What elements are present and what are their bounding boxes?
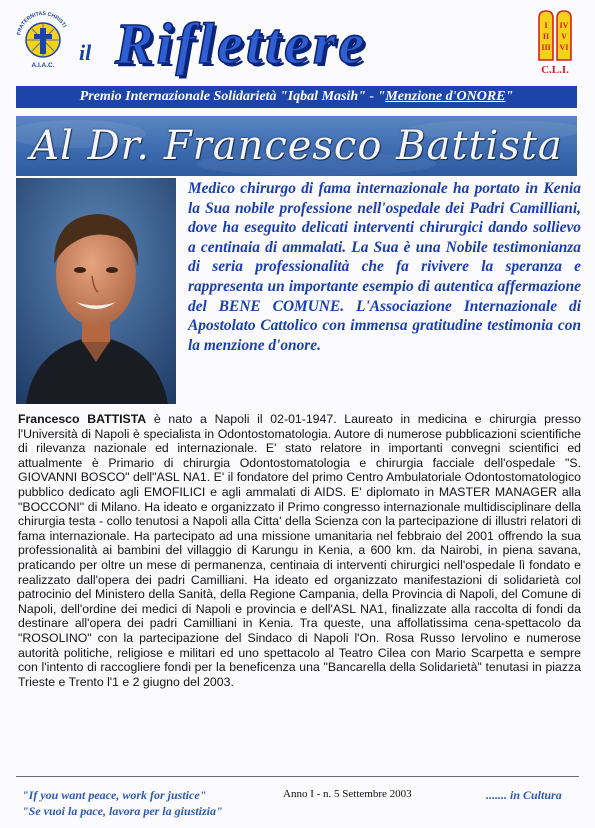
biography-first-name: Francesco [18, 412, 80, 426]
recipient-strip [16, 116, 577, 176]
logo-left-arc-text: FRATERNITAS CHRISTI [16, 10, 68, 36]
recipient-name: Al Dr. Francesco Battista [30, 123, 563, 169]
biography-paragraph [18, 412, 581, 689]
footer-divider [16, 776, 579, 777]
motto-english: "If you want peace, work for justice" [22, 788, 207, 802]
svg-text:I: I [544, 21, 548, 30]
award-banner [16, 86, 577, 108]
svg-text:V: V [561, 32, 567, 41]
biography-text: è nato a Napoli il 02-01-1947. Laureato in medicina e chirurgia presso l'Università di Napoli è specialista in Odontostomatologia. Autore di numerose pubblicazioni scientifiche di rilevanza nazionale ed internazionale. E' stato relatore in importanti convegni scientifici ed attualmente è Primario di chirurgia Odontostomatologia e chirurgia facciale dell'ospedale "S. GIOVANNI BOSCO" dell"ASL NA1. E' il fondatore del primo Centro Ambulatoriale Odontostomatologico pubblico dedicato agli EMOFILICI e agli ammalati di AIDS. E' diplomato in MASTER MANAGER alla "BOCCONI" di Milano. Ha ideato e organizzato il Primo congresso internazionale multidisciplinare della chirurgia testa - collo tenutosi a Napoli alla Citta' della Scienza con la partecipazione di illustri relatori di fama internazionale. Ha partecipato ad una missione umanitaria nel febbraio del 2001 offrendo la sua professionalità ai bambini del villaggio di Karungu in Kenia, a 600 km. da Nairobi, in piena savana, praticando per oltre un mese di permanenza, centinaia di interventi chirurgici nell'ospedale lì fondato e realizzato dall'opera dei padri Camilliani. Ha ideato ed organizzato manifestazioni di solidarietà col patrocinio del Ministero della Sanità, della Regione Campania, della Provincia di Napoli, del Comune di Napoli, dell'ordine dei medici di Napoli e provincia e dell'ASL NA1, finalizzate alla raccolta di fondi da destinare all'opera dei padri Camilliani in Kenia. Tra queste, una affollatissima cena-spettacolo da "ROSOLINO" con la partecipazione del Sindaco di Napoli l'On. Rosa Russo Iervolino e numerose autorità politiche, religiose e militari ed uno spettacolo al Teatro Cilea con Mario Scarpetta e sempre con l'intento di raccogliere fondi per la beneficenza una "Bancarella della Solidarietà" tenutasi in piazza Trieste e Trento l'1 e 2 giugno del 2003. [18, 412, 582, 689]
tablets-icon [534, 8, 576, 64]
intro-paragraph: Medico chirurgo di fama internazionale ha portato in Kenia la Sua nobile professione nell'ospedale dei Padri Camilliani, dove ha eseguito delicati interventi chirurgici dando sollievo a centinaia di ammalati. La Sua è una Nobile testimonianza di seria professionalità che fa rivivere la speranza e rappresenta un importante esempio di autentica affermazione del BENE COMUNE. L'Associazione Internazionale di Apostolato Cattolico con immensa gratitudine testimonia con la menzione d'onore. [188, 180, 581, 354]
logo-left-caption: A.I.A.C. [31, 62, 55, 69]
issue-info: Anno I - n. 5 Settembre 2003 [283, 788, 412, 800]
cli-label: C.L.I. [541, 64, 569, 76]
svg-text:VI: VI [559, 43, 569, 52]
masthead-prefix: il [79, 40, 92, 65]
association-logo [14, 8, 72, 70]
portrait-photo [16, 178, 176, 404]
award-banner-end: " [505, 89, 514, 104]
award-banner-text: Premio Internazionale Solidarietà "Iqbal Masih" - " [79, 89, 386, 104]
svg-text:IV: IV [559, 21, 569, 30]
biography-last-name: BATTISTA [87, 412, 147, 426]
masthead [75, 11, 520, 78]
svg-text:III: III [541, 43, 551, 52]
section-label: ....... in Cultura [486, 788, 562, 802]
masthead-title: Riflettere [115, 11, 368, 76]
award-mention: Menzione d'ONORE [385, 89, 506, 104]
motto-italian: "Se vuoi la pace, lavora per la giustizia" [22, 804, 223, 818]
svg-text:II: II [542, 32, 550, 41]
cli-logo [534, 8, 576, 80]
